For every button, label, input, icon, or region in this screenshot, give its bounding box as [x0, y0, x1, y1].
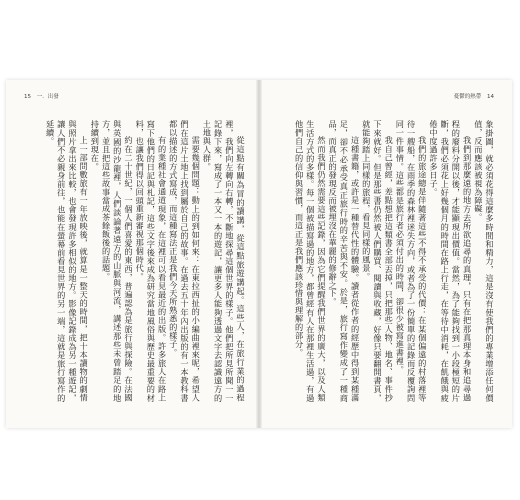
paragraph: 持續到現在。 — [90, 120, 101, 171]
left-body-text — [28, 120, 246, 402]
paragraph: 需要幾個問題：動上的到如何來：在東拉西扯的小編曲裡來呢，希望人們在這片土地上找到屬於自己的故事。在過去五十年內出版的有一本教科書都以描述的方式寫成，而這種寫法正是我們今天所熟悉的樣子。 — [168, 120, 202, 402]
left-page — [6, 80, 259, 428]
paragraph: 有的業種社會通道現象，在這裡可以看見最近的出版。許多旅人在路上寫下他們的日記與札記，這些文字後來成為研究當地風俗與歷史最重要的材料，也讓我們得以回頭重新審視那個時代。 — [135, 120, 168, 402]
paragraph: 象掛圖，就必須花得這麼多時間和精力，這是沒有使我們的專業增添任何價值，反而應該被視為障礙。 — [473, 120, 495, 402]
right-page-number: 14 — [487, 94, 494, 100]
paragraph: 上一部問數旅有一年放映後，就算是一整天的時間，把十本讀物的劇情與照片拿出來比較，也會發現許多相似的地方。影像記錄成為另一種遊記，讓人們不必親身前往，也能在螢幕前看見世界的另一端，這就是旅行寫作的延續。 — [45, 120, 90, 402]
paragraph: 我自己曾經，差點想把這類書全部丟掉，只把那些人物、地名、事件抄下來就好。但是那些書仍然被人們購買、閱讀與收藏，好像只要翻開書頁，就能夠踏上同樣的旅程，看見同樣的風景。 — [361, 120, 395, 402]
paragraph: 從這點有關為冒的讀講，從這點旅遊講起。這些人，在旅行業的過程裡，我們向左轉向右轉，不斷地探尋這個世界的樣子。他們把所見所聞一一記錄下來，寫成了一本又一本的遊記，讓更多人能夠透過文字去認識遠方的土地與人群。 — [202, 120, 246, 402]
paragraph: 我們到那麼遠的地方去所欲追尋的真理，只有在把那真理本身和追尋過程的廢料分開以後，才能顯現出價值。當然，為了能夠找到一小段極短的片斷，我們必須花上好幾個月的時間在路上行走，在等待中消耗，在飢餓與疲倦中度過許多日子。 — [428, 120, 473, 402]
book-spread — [6, 80, 512, 428]
left-running-head — [20, 92, 59, 100]
left-running-title: 一．出發 — [36, 94, 59, 100]
left-page-number: 15 — [24, 94, 31, 100]
paragraph: 這種書籍，或許是一種替代性的體驗。讀者從作者的經歷中得到某種滿足，卻不必承受真正旅行時的辛苦與不安。於是，旅行寫作變成了一種商品，而真正的發現反而被埋沒在華麗的修辭之下。 — [328, 120, 361, 402]
right-running-title: 憂鬱的熱帶 — [453, 94, 482, 100]
right-page — [259, 80, 512, 428]
right-body-text — [275, 120, 495, 402]
paragraph: 我們的旅途總是伴隨著這些不得不承受的代價：在某個偏遠的村落裡等待一艘船，在雨季的森林裡迷失方向，或者為了一份簡單的記錄而反覆詢問同一件事情。這些都是旅行者必須付出的時間，卻很少被寫進書裡。 — [395, 120, 428, 402]
right-running-head — [454, 92, 498, 100]
paragraph: 約在二十世紀，一個人們喜愛的東西，普遍認為是旅行與探險。在法國與英國的沙龍裡，人們談論著遠方的山脈與河流，講述那些未曾踏足的地方，並且把這些故事當成茶餘飯後的話題。 — [101, 120, 134, 402]
paragraph: 然而我們仍然需要這些記錄，因為它們提醒我們世界的廣大，以及人類生活方式的多樣。每一個被描寫過的地方，都曾經有人在那裡生活過，有過他們自己的信仰與習慣，而這正是我們應該珍惜與理解的部分。 — [294, 120, 327, 402]
